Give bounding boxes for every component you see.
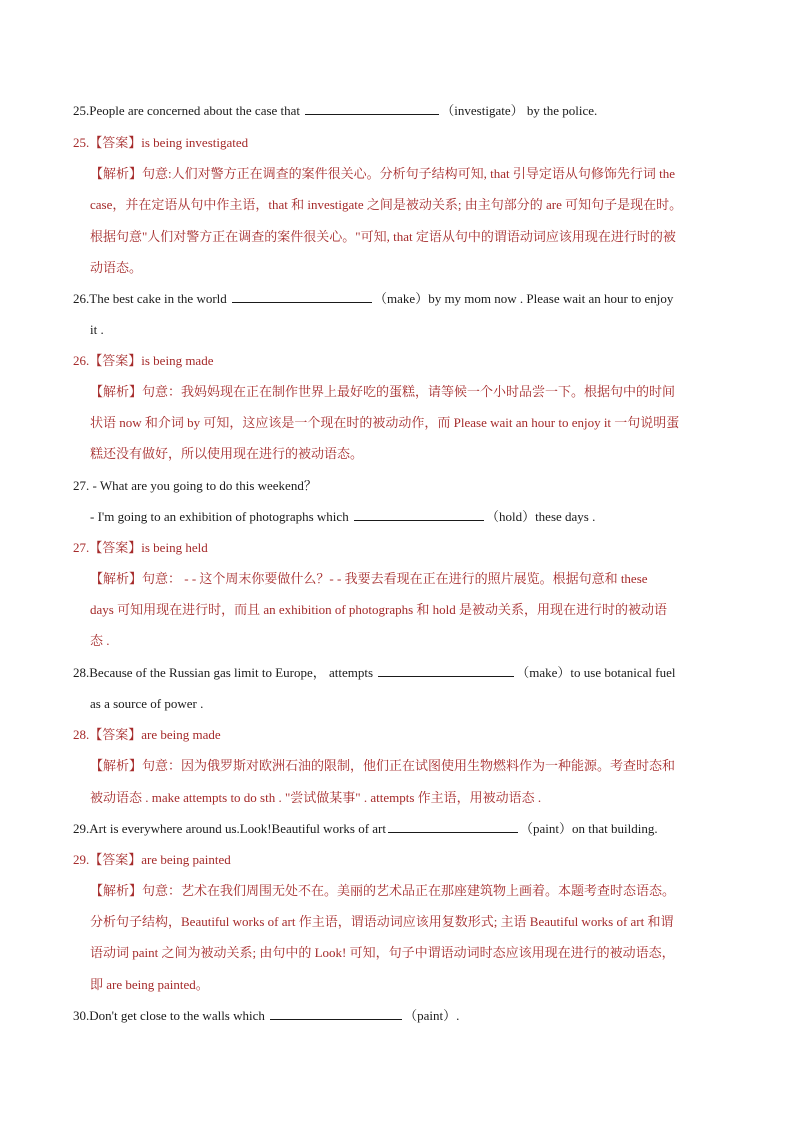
answer-label: 【答案】	[89, 135, 142, 150]
answer-text: are being painted	[141, 852, 231, 867]
answer-28	[73, 726, 221, 744]
question-text: （paint）.	[404, 1008, 460, 1023]
answer-text: is being held	[141, 540, 208, 555]
explanation-line: 被动语态 . make attempts to do sth . "尝试做某事" . attempts 作主语，用被动语态 .	[90, 790, 542, 805]
question-text: - What are you going to do this weekend？	[89, 478, 317, 493]
question-number: 28.	[73, 665, 90, 680]
answer-number: 26.	[73, 353, 90, 368]
explanation-line: 【解析】句意：艺术在我们周围无处不在。美丽的艺术品正在那座建筑物上画着。本题考查时态语态。	[90, 883, 676, 898]
answer-blank	[354, 508, 484, 521]
explanation-line: 【解析】句意:人们对警方正在调查的案件很关心。分析句子结构可知, that 引导定语从句修饰先行词 the	[90, 166, 675, 181]
answer-blank	[388, 820, 518, 833]
answer-29	[73, 851, 231, 869]
question-28	[73, 664, 675, 682]
question-number: 26.	[73, 291, 90, 306]
question-text: Art is everywhere around us.Look!Beautiful works of art	[89, 821, 386, 836]
explanation-line: 即 are being painted。	[90, 977, 209, 992]
explanation-line: 语动词 paint 之间为被动关系; 由句中的 Look! 可知，句子中谓语动词时态应该用现在进行的被动语态，	[90, 945, 675, 960]
answer-text: is being made	[141, 353, 214, 368]
explanation-line: case，并在定语从句中作主语，that 和 investigate 之间是被动关系; 由主句部分的 are 可知句子是现在时。	[90, 197, 683, 212]
question-text: （hold）these days .	[485, 509, 596, 524]
explanation-line: 糕还没有做好，所以使用现在进行的被动语态。	[90, 446, 364, 461]
question-number: 29.	[73, 821, 90, 836]
explanation-line: 状语 now 和介词 by 可知，这应该是一个现在时的被动动作，而 Please wait an hour to enjoy it 一句说明蛋	[90, 415, 680, 430]
question-number: 30.	[73, 1008, 90, 1023]
question-text: （make）to use botanical fuel	[516, 665, 676, 680]
answer-label: 【答案】	[89, 852, 142, 867]
question-26	[73, 290, 673, 308]
answer-label: 【答案】	[89, 353, 142, 368]
explanation-line: 态 .	[90, 633, 110, 648]
explanation-line: 【解析】句意：因为俄罗斯对欧洲石油的限制，他们正在试图使用生物燃料作为一种能源。考查时态和	[90, 758, 676, 773]
answer-label: 【答案】	[89, 540, 142, 555]
explanation-line: 【解析】句意： - - 这个周末你要做什么？- - 我要去看现在正在进行的照片展览。根据句意和 these	[90, 571, 648, 586]
answer-label: 【答案】	[89, 727, 142, 742]
answer-number: 28.	[73, 727, 90, 742]
question-27-line2	[90, 508, 595, 526]
question-continuation: it .	[90, 322, 104, 337]
explanation-line: 分析句子结构，Beautiful works of art 作主语，谓语动词应该用复数形式; 主语 Beautiful works of art 和谓	[90, 914, 674, 929]
answer-blank	[378, 664, 514, 677]
answer-number: 27.	[73, 540, 90, 555]
question-continuation: as a source of power .	[90, 696, 204, 711]
answer-text: are being made	[141, 727, 221, 742]
question-text: （make）by my mom now . Please wait an hour to enjoy	[374, 291, 674, 306]
question-text: Because of the Russian gas limit to Europe， attempts	[89, 665, 377, 680]
question-number: 27.	[73, 478, 90, 493]
question-text: People are concerned about the case that	[89, 103, 304, 118]
question-text: Don't get close to the walls which	[89, 1008, 269, 1023]
answer-26	[73, 352, 213, 370]
explanation-line: 根据句意"人们对警方正在调查的案件很关心。"可知, that 定语从句中的谓语动词应该用现在进行时的被	[90, 229, 676, 244]
question-text: The best cake in the world	[89, 291, 231, 306]
question-text: （investigate） by the police.	[441, 103, 598, 118]
answer-25	[73, 134, 248, 152]
answer-text: is being investigated	[141, 135, 249, 150]
explanation-line: days 可知用现在进行时，而且 an exhibition of photographs 和 hold 是被动关系，用现在进行时的被动语	[90, 602, 668, 617]
question-27	[73, 477, 317, 495]
answer-number: 25.	[73, 135, 90, 150]
question-text: - I'm going to an exhibition of photographs which	[90, 509, 352, 524]
explanation-line: 【解析】句意：我妈妈现在正在制作世界上最好吃的蛋糕，请等候一个小时品尝一下。根据句中的时间	[90, 384, 676, 399]
answer-blank	[270, 1007, 402, 1020]
answer-27	[73, 539, 208, 557]
question-text: （paint）on that building.	[520, 821, 658, 836]
question-number: 25.	[73, 103, 90, 118]
question-30	[73, 1007, 459, 1025]
answer-blank	[232, 290, 372, 303]
question-25	[73, 102, 597, 120]
answer-number: 29.	[73, 852, 90, 867]
question-29	[73, 820, 658, 838]
answer-blank	[305, 102, 439, 115]
explanation-line: 动语态。	[90, 260, 143, 275]
